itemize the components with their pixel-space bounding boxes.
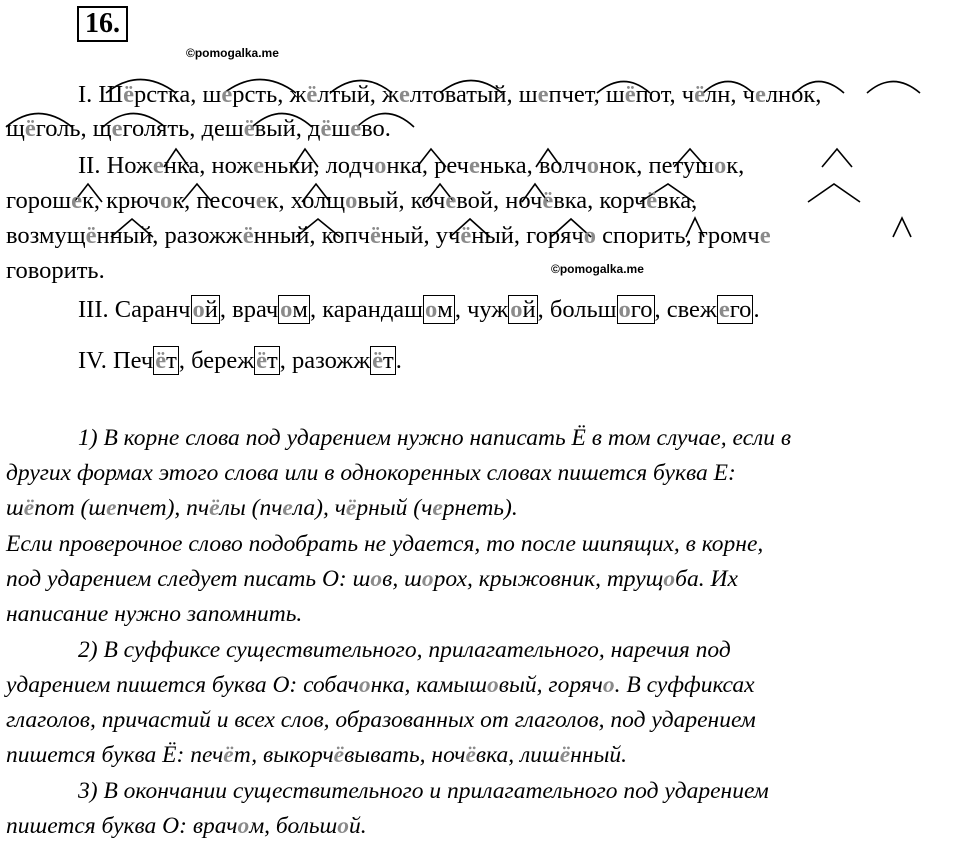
highlighted-letter: ё xyxy=(542,187,554,214)
highlighted-letter: ё xyxy=(646,187,658,214)
highlighted-letter: е xyxy=(255,187,267,214)
highlighted-letter: ё xyxy=(320,115,332,142)
highlighted-letter: ё xyxy=(694,81,706,108)
highlighted-letter: е xyxy=(469,152,480,179)
rule-line: 3) В окончании существительного и прилагательного под ударением xyxy=(78,778,769,804)
highlighted-letter: о xyxy=(280,296,293,323)
highlighted-letter: о xyxy=(663,566,676,592)
highlighted-letter: ё xyxy=(372,347,384,374)
highlighted-letter: о xyxy=(358,672,371,698)
text-line: II. Ноженка, ноженьки, лодчонка, реченька, волчонок, петушок, xyxy=(78,152,745,179)
highlighted-letter: е xyxy=(152,152,164,179)
suffix-mark xyxy=(893,218,911,237)
watermark: ©pomogalka.me xyxy=(186,46,279,60)
ending-box: ёт xyxy=(256,347,278,374)
highlighted-letter: ё xyxy=(123,81,134,108)
text-line: I. Шёрстка, шерсть, жёлтый, желтоватый, шепчет, шёпот, чёлн, челнок, xyxy=(78,81,822,108)
highlighted-letter: ё xyxy=(460,222,472,249)
root-arc xyxy=(867,82,920,94)
highlighted-letter: ё xyxy=(333,742,345,768)
highlighted-letter: ё xyxy=(209,495,220,521)
rule-line: глаголов, причастий и всех слов, образованных от глаголов, под ударением xyxy=(6,707,756,733)
highlighted-letter: е xyxy=(445,187,457,214)
suffix-mark xyxy=(808,184,860,202)
watermark: ©pomogalka.me xyxy=(551,262,644,276)
highlighted-letter: е xyxy=(111,115,123,142)
highlighted-letter: ё xyxy=(155,347,167,374)
highlighted-letter: о xyxy=(337,813,350,839)
rule-line: других формах этого слова или в однокоренных словах пишется буква Е: xyxy=(6,460,736,486)
highlighted-letter: ё xyxy=(242,222,254,249)
highlighted-letter: о xyxy=(159,187,173,214)
highlighted-letter: о xyxy=(425,296,438,323)
highlighted-letter: е xyxy=(537,81,549,108)
highlighted-letter: о xyxy=(370,566,383,592)
highlighted-letter: е xyxy=(221,81,233,108)
rule-line: ударением пишется буква О: собачонка, камышовый, горячо. В суффиксах xyxy=(6,672,755,698)
rule-line: пишется буква О: врачом, большой. xyxy=(6,813,367,839)
highlighted-letter: ё xyxy=(85,222,97,249)
highlighted-letter: е xyxy=(754,81,766,108)
highlighted-letter: ё xyxy=(223,742,234,768)
highlighted-letter: е xyxy=(398,81,410,108)
highlighted-letter: е xyxy=(759,222,771,249)
highlighted-letter: ё xyxy=(559,742,571,768)
highlighted-letter: о xyxy=(374,152,387,179)
text-line: III. Саранчой, врачом, карандашом, чужой, большого, свежего. xyxy=(78,296,760,323)
rule-line: 1) В корне слова под ударением нужно написать Ё в том случае, если в xyxy=(78,425,792,451)
ending-box: ой xyxy=(192,296,218,323)
ending-box: ом xyxy=(280,296,308,323)
highlighted-letter: о xyxy=(713,152,727,179)
exercise-number: 16. xyxy=(77,6,128,42)
ending-box: ой xyxy=(510,296,536,323)
highlighted-letter: о xyxy=(618,296,631,323)
highlighted-letter: о xyxy=(586,152,599,179)
rule-line: написание нужно запомнить. xyxy=(6,601,303,627)
rule-line: под ударением следует писать О: шов, шорох, крыжовник, трущоба. Их xyxy=(6,566,738,592)
rule-line: Если проверочное слово подобрать не удается, то после шипящих, в корне, xyxy=(6,531,764,557)
highlighted-letter: о xyxy=(421,566,434,592)
highlighted-letter: ё xyxy=(306,81,318,108)
highlighted-letter: е xyxy=(71,187,82,214)
text-line: щёголь, щеголять, дешёвый, дёшево. xyxy=(6,115,391,142)
ending-box: ёт xyxy=(372,347,394,374)
highlighted-letter: о xyxy=(510,296,523,323)
highlighted-letter: е xyxy=(350,115,362,142)
rule-line: 2) В суффиксе существительного, прилагательного, наречия под xyxy=(78,637,731,663)
highlighted-letter: ё xyxy=(23,495,35,521)
highlighted-letter: е xyxy=(253,152,265,179)
highlighted-letter: ё xyxy=(465,742,476,768)
rule-line: пишется буква Ё: печёт, выкорчёвывать, ночёвка, лишённый. xyxy=(6,742,628,768)
ending-box: ом xyxy=(425,296,453,323)
text-line: горошек, крючок, песочек, холщовый, кочевой, ночёвка, корчёвка, xyxy=(6,187,698,214)
ending-box: его xyxy=(718,296,752,323)
ending-box: ого xyxy=(618,296,653,323)
highlighted-letter: ё xyxy=(256,347,268,374)
highlighted-letter: е xyxy=(282,495,293,521)
highlighted-letter: ё xyxy=(24,115,36,142)
highlighted-letter: о xyxy=(192,296,205,323)
highlighted-letter: о xyxy=(237,813,250,839)
highlighted-letter: е xyxy=(432,495,443,521)
highlighted-letter: е xyxy=(718,296,730,323)
highlighted-letter: ё xyxy=(345,495,357,521)
rule-line: шёпот (шепчет), пчёлы (пчела), чёрный (чернеть). xyxy=(6,495,518,521)
highlighted-letter: о xyxy=(487,672,499,698)
suffix-mark xyxy=(822,149,852,167)
highlighted-letter: о xyxy=(583,222,596,249)
text-line: говорить. xyxy=(6,257,105,284)
text-line: возмущённый, разожжённый, копчёный, учёный, горячо спорить, громче xyxy=(6,222,771,249)
highlighted-letter: о xyxy=(345,187,358,214)
highlighted-letter: о xyxy=(602,672,615,698)
highlighted-letter: ё xyxy=(369,222,381,249)
ending-box: ёт xyxy=(155,347,177,374)
highlighted-letter: ё xyxy=(624,81,636,108)
highlighted-letter: е xyxy=(106,495,117,521)
text-line: IV. Печёт, бережёт, разожжёт. xyxy=(78,347,402,374)
highlighted-letter: ё xyxy=(243,115,255,142)
